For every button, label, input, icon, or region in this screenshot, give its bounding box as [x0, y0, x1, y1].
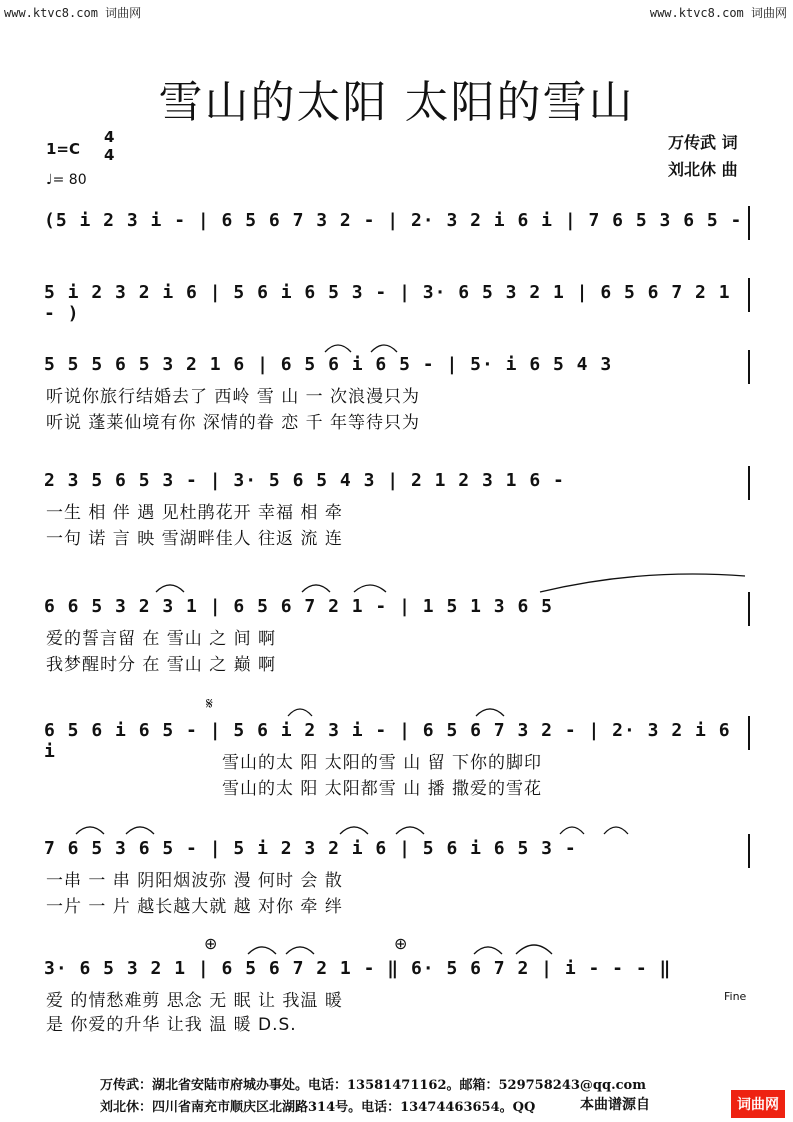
lyric-row-5-verse-1: 爱的誓言留 在 雪山 之 间 啊: [46, 629, 277, 649]
lyric-row-8-verse-1: 爱 的情愁难剪 思念 无 眠 让 我温 暖: [46, 991, 343, 1011]
barline: [748, 466, 750, 500]
lyric-row-5-verse-2: 我梦醒时分 在 雪山 之 巅 啊: [46, 655, 277, 675]
watermark-right: www.ktvc8.com 词曲网: [649, 6, 787, 20]
time-signature: [104, 128, 114, 164]
song-title: 雪山的太阳 太阳的雪山: [158, 77, 635, 128]
lyric-row-4-verse-1: 一生 相 伴 遇 见杜鹃花开 幸福 相 牵: [46, 503, 343, 523]
notes-row-1: (5 i 2 3 i - | 6 5 6 7 3 2 - | 2· 3 2 i 6 i | 7 6 5 3 6 5 -: [44, 210, 743, 231]
coda-symbol-2: ⊕: [394, 934, 408, 953]
time-bottom: 4: [104, 146, 115, 164]
lyric-row-3-verse-2: 听说 蓬莱仙境有你 深情的眷 恋 千 年等待只为: [46, 413, 421, 433]
notes-row-4: 2 3 5 6 5 3 - | 3· 5 6 5 4 3 | 2 1 2 3 1 6 -: [44, 470, 565, 491]
footer-composer-contact: 刘北休：四川省南充市顺庆区北湖路314号。电话：13474463654。QQ: [100, 1100, 536, 1115]
notes-row-8: 3· 6 5 3 2 1 | 6 5 6 7 2 1 - ‖ 6· 5 6 7 2 | i - - - ‖: [44, 958, 672, 979]
notes-row-2: 5 i 2 3 2 i 6 | 5 6 i 6 5 3 - | 3· 6 5 3 2 1 | 6 5 6 7 2 1 - ): [44, 282, 731, 324]
lyric-row-4-verse-2: 一句 诺 言 映 雪湖畔佳人 往返 流 连: [46, 529, 343, 549]
barline: [748, 716, 750, 750]
barline: [748, 592, 750, 626]
notes-row-3: 5 5 5 6 5 3 2 1 6 | 6 5 6 i 6 5 - | 5· i 6 5 4 3: [44, 354, 613, 375]
lyric-row-3-verse-1: 听说你旅行结婚去了 西岭 雪 山 一 次浪漫只为: [46, 387, 421, 407]
composer-credit: 刘北休 曲: [668, 160, 738, 179]
footer-lyricist-contact: 万传武：湖北省安陆市府城办事处。电话：13581471162。邮箱：529758243@qq.com: [100, 1078, 646, 1093]
time-top: 4: [104, 128, 115, 146]
watermark-left: www.ktvc8.com 词曲网: [4, 6, 142, 20]
notes-row-6: 6 5 6 i 6 5 - | 5 6 i 2 3 i - | 6 5 6 7 3 2 - | 2· 3 2 i 6 i: [44, 720, 731, 762]
score-row-2: [44, 278, 754, 324]
source-label: 本曲谱源自: [580, 1097, 650, 1113]
fine-mark: Fine: [724, 990, 747, 1003]
notes-row-5: 6 6 5 3 2 3 1 | 6 5 6 7 2 1 - | 1 5 1 3 6 5: [44, 596, 553, 617]
lyric-row-7-verse-2: 一片 一 片 越长越大就 越 对你 牵 绊: [46, 897, 343, 917]
tempo-mark: ♩= 80: [46, 172, 87, 188]
lyric-row-8-verse-2: 是 你爱的升华 让我 温 暖 D.S.: [46, 1015, 297, 1035]
segno-symbol: 𝄋: [206, 694, 213, 713]
score-row-1: [44, 206, 754, 246]
lyric-row-6-verse-1: 雪山的太 阳 太阳的雪 山 留 下你的脚印: [222, 753, 543, 773]
barline: [748, 278, 750, 312]
notes-row-7: 7 6 5 3 6 5 - | 5 i 2 3 2 i 6 | 5 6 i 6 5 3 -: [44, 838, 577, 859]
lyricist-credit: 万传武 词: [668, 133, 738, 152]
key-signature: 1=C: [46, 140, 81, 158]
coda-symbol-1: ⊕: [204, 934, 218, 953]
barline: [748, 350, 750, 384]
site-logo[interactable]: 词曲网: [731, 1090, 785, 1118]
barline: [748, 834, 750, 868]
lyric-row-7-verse-1: 一串 一 串 阴阳烟波弥 漫 何时 会 散: [46, 871, 343, 891]
barline: [748, 206, 750, 240]
lyric-row-6-verse-2: 雪山的太 阳 太阳都雪 山 播 撒爱的雪花: [222, 779, 543, 799]
